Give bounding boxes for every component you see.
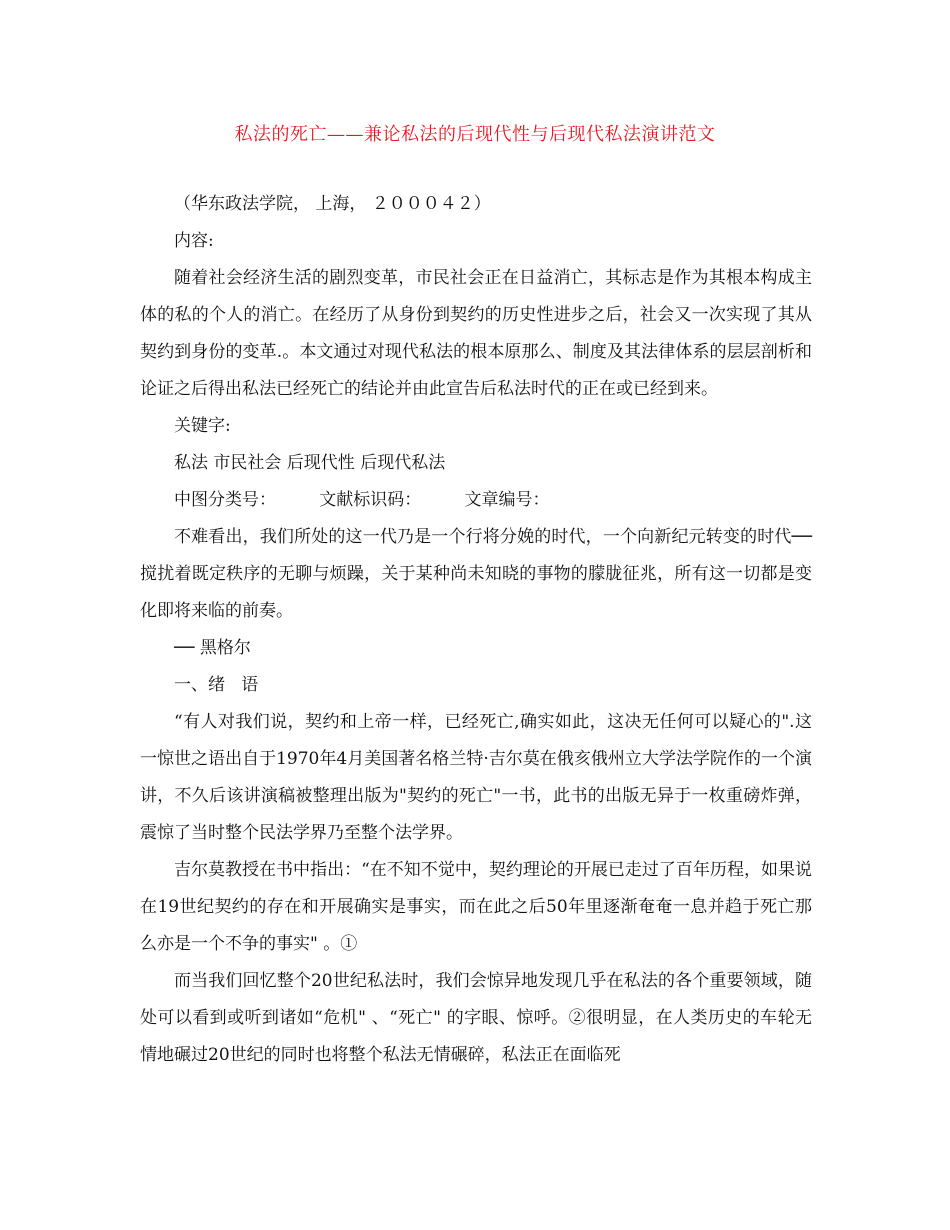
abstract-label: 内容: <box>174 231 214 251</box>
section-heading: 一、绪 语 <box>174 675 259 695</box>
classification-line: 中图分类号： 文献标识码： 文章编号： <box>174 490 550 510</box>
document-body <box>140 186 812 1074</box>
body-paragraph: 而当我们回忆整个20世纪私法时，我们会惊异地发现几乎在私法的各个重要领域，随处可以看到或听到诸如“危机" 、“死亡" 的字眼、惊呼。②很明显，在人类历史的车轮无情地碾过20世纪的同时也将整个私法无情碾碎，私法正在面临死 <box>140 971 812 1065</box>
epigraph-paragraph: 不难看出，我们所处的这一代乃是一个行将分娩的时代，一个向新纪元转变的时代──搅扰着既定秩序的无聊与烦躁，关于某种尚未知晓的事物的朦胧征兆，所有这一切都是变化即将来临的前奏。 <box>140 527 812 621</box>
keywords-label: 关键字: <box>174 416 231 436</box>
keywords-line: 私法 市民社会 后现代性 后现代私法 <box>174 453 446 473</box>
body-paragraph: “有人对我们说，契约和上帝一样，已经死亡,确实如此，这决无任何可以疑心的".这一惊世之语出自于1970年4月美国著名格兰特·吉尔莫在俄亥俄州立大学法学院作的一个演讲，不久后该讲演稿被整理出版为"契约的死亡"一书，此书的出版无异于一枚重磅炸弹，震惊了当时整个民法学界乃至整个法学界。 <box>140 712 812 843</box>
epigraph-author: ── 黑格尔 <box>174 638 251 658</box>
abstract-paragraph: 随着社会经济生活的剧烈变革，市民社会正在日益消亡，其标志是作为其根本构成主体的私的个人的消亡。在经历了从身份到契约的历史性进步之后，社会又一次实现了其从契约到身份的变革.。本文通过对现代私法的根本原那么、制度及其法律体系的层层剖析和论证之后得出私法已经死亡的结论并由此宣告后私法时代的正在或已经到来。 <box>140 268 812 399</box>
body-paragraph: 吉尔莫教授在书中指出：“在不知不觉中，契约理论的开展已走过了百年历程，如果说在19世纪契约的存在和开展确实是事实，而在此之后50年里逐渐奄奄一息并趋于死亡那么亦是一个不争的事实" 。① <box>140 860 812 954</box>
document-title: 私法的死亡——兼论私法的后现代性与后现代私法演讲范文 <box>234 124 716 145</box>
affiliation-line: （华东政法学院， 上海， ２０００４２） <box>174 194 491 214</box>
